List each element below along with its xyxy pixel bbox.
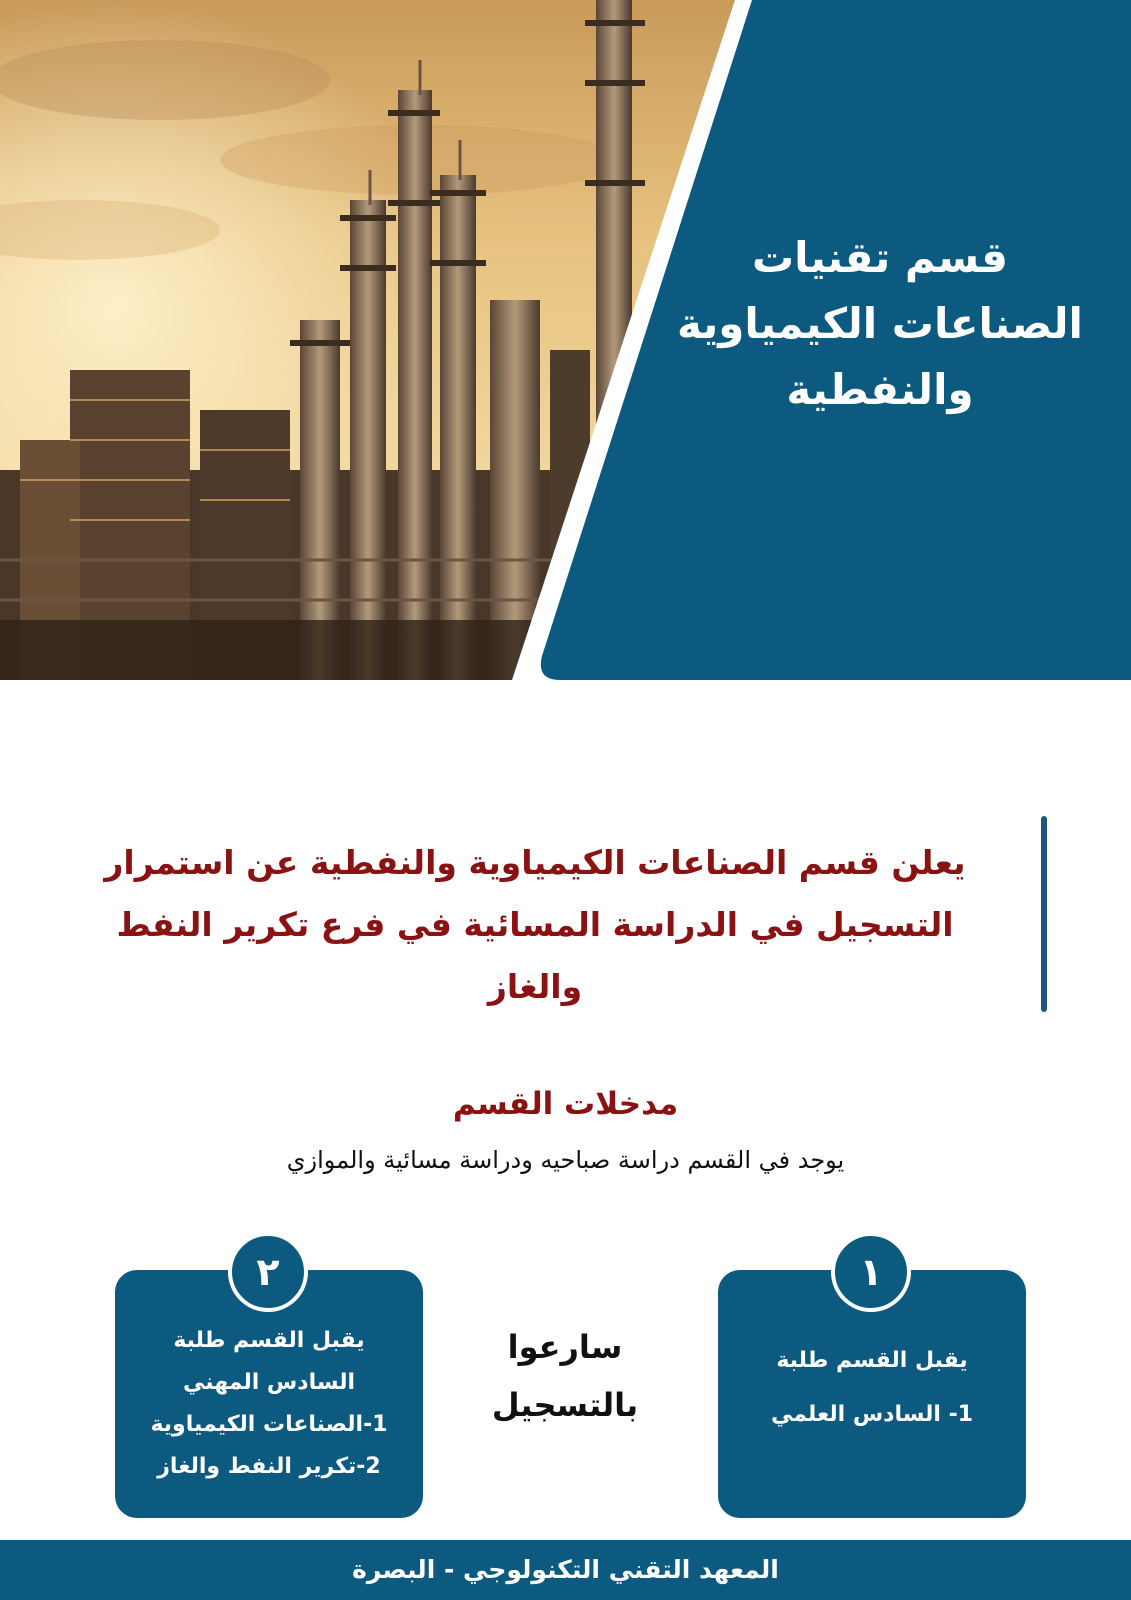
card-line: 1-الصناعات الكيمياوية [150, 1412, 388, 1437]
card-line: 1- السادس العلمي [770, 1402, 974, 1427]
hero-title [640, 225, 1120, 423]
hero-title-line: الصناعات الكيمياوية [677, 299, 1083, 348]
register-call-to-action [470, 1318, 660, 1434]
cta-line: بالتسجيل [491, 1386, 639, 1424]
inputs-heading: مدخلات القسم [452, 1086, 679, 1122]
footer-institute-name: المعهد التقني التكنولوجي - البصرة [0, 1540, 1131, 1600]
card-line: يقبل القسم طلبة [173, 1328, 365, 1353]
hero-title-line: والنفطية [786, 365, 974, 414]
card-number-badge: ١ [831, 1232, 911, 1312]
announcement-line: التسجيل في الدراسة المسائية في فرع تكرير النفط [116, 905, 954, 944]
announcement-accent-bar [1041, 816, 1047, 1012]
announcement-line: يعلن قسم الصناعات الكيمياوية والنفطية عن استمرار [104, 843, 966, 882]
announcement-line: والغاز [487, 967, 583, 1006]
cta-line: سارعوا [507, 1328, 623, 1366]
card-line: يقبل القسم طلبة [776, 1348, 968, 1373]
card-line: 2-تكرير النفط والغاز [157, 1454, 381, 1479]
card-lines [718, 1334, 1026, 1442]
announcement-text [40, 832, 1030, 1018]
hero-section [0, 0, 1131, 680]
card-lines [115, 1320, 423, 1488]
hero-title-line: قسم تقنيات [751, 233, 1009, 282]
card-number-badge: ٢ [228, 1232, 308, 1312]
inputs-description: يوجد في القسم دراسة صباحيه ودراسة مسائية والموازي [286, 1146, 845, 1174]
card-line: السادس المهني [182, 1370, 356, 1395]
